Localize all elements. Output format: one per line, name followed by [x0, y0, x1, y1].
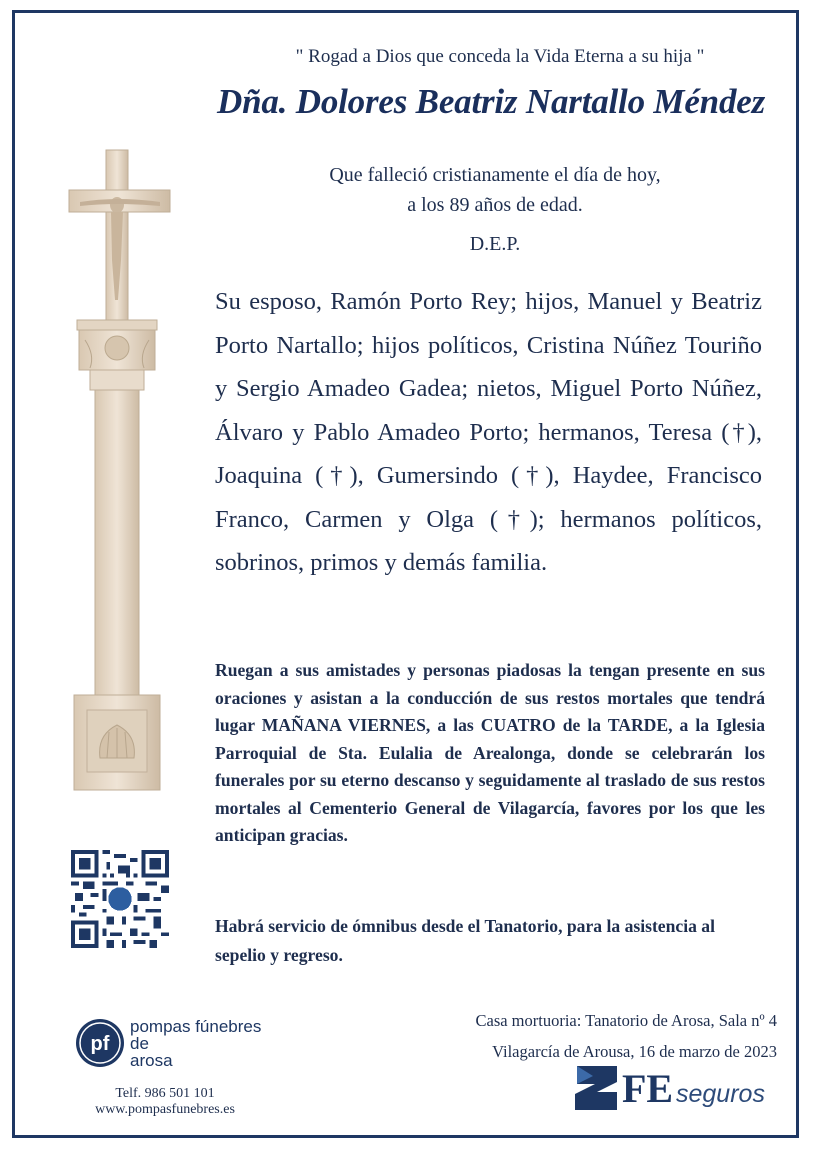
insurer-fe: FE — [622, 1066, 674, 1111]
company-name-line-1: pompas fúnebres — [130, 1017, 262, 1036]
company-name-line-2: de — [130, 1034, 149, 1053]
dep-label: D.E.P. — [469, 233, 521, 255]
prayer-line: " Rogad a Dios que conceda la Vida Eterna a su hija " — [295, 46, 705, 67]
request-paragraph: Ruegan a sus amistades y personas piadosas la tengan presente en sus oraciones y asistan a la conducción de sus restos mortales que tendrá lugar MAÑANA VIERNES, a las CUATRO de la TARDE, a la Iglesia Parroquial de Sta. Eulalia de Arealonga, donde se celebrarán los funerales por su eterno descanso y seguidamente al traslado de sus restos mortales al Cementerio General de Vilagarcía, favores por los que les anticipan gracias. — [215, 660, 765, 845]
deceased-name: Dña. Dolores Beatriz Nartallo Méndez — [217, 82, 765, 121]
company-contact — [80, 1086, 250, 1118]
pf-circle-logo-icon — [75, 1018, 125, 1068]
company-website[interactable]: www.pompasfunebres.es — [95, 1102, 235, 1117]
stone-cross-icon — [60, 140, 185, 800]
company-phone: Telf. 986 501 101 — [115, 1086, 215, 1101]
place-date-line: Vilagarcía de Arousa, 16 de marzo de 2023 — [492, 1042, 777, 1061]
logo-letters: pf — [90, 1033, 110, 1055]
mortuary-line: Casa mortuoria: Tanatorio de Arosa, Sala nº 4 — [475, 1011, 777, 1030]
death-line-1: Que falleció cristianamente el día de hoy, — [329, 164, 661, 186]
death-line-2: a los 89 años de edad. — [407, 194, 583, 216]
qr-code-icon — [70, 850, 170, 948]
insurer-seguros: seguros — [676, 1080, 765, 1108]
death-statement — [250, 160, 740, 220]
company-name-line-3: arosa — [130, 1051, 173, 1070]
company-name — [130, 1018, 261, 1069]
mortuary-info — [400, 1005, 777, 1067]
bus-service-paragraph: Habrá servicio de ómnibus desde el Tanatorio, para la asistencia al sepelio y regreso. — [215, 916, 715, 965]
fe-seguros-logo-icon — [573, 1064, 619, 1112]
family-paragraph: Su esposo, Ramón Porto Rey; hijos, Manuel y Beatriz Porto Nartallo; hijos políticos, Cristina Núñez Touriño y Sergio Amadeo Gadea; nietos, Miguel Porto Núñez, Álvaro y Pablo Amadeo Porto; hermanos, Teresa (†), Joaquina (†), Gumersindo (†), Haydee, Francisco Franco, Carmen y Olga (†); hermanos políticos, sobrinos, primos y demás familia. — [215, 288, 762, 576]
